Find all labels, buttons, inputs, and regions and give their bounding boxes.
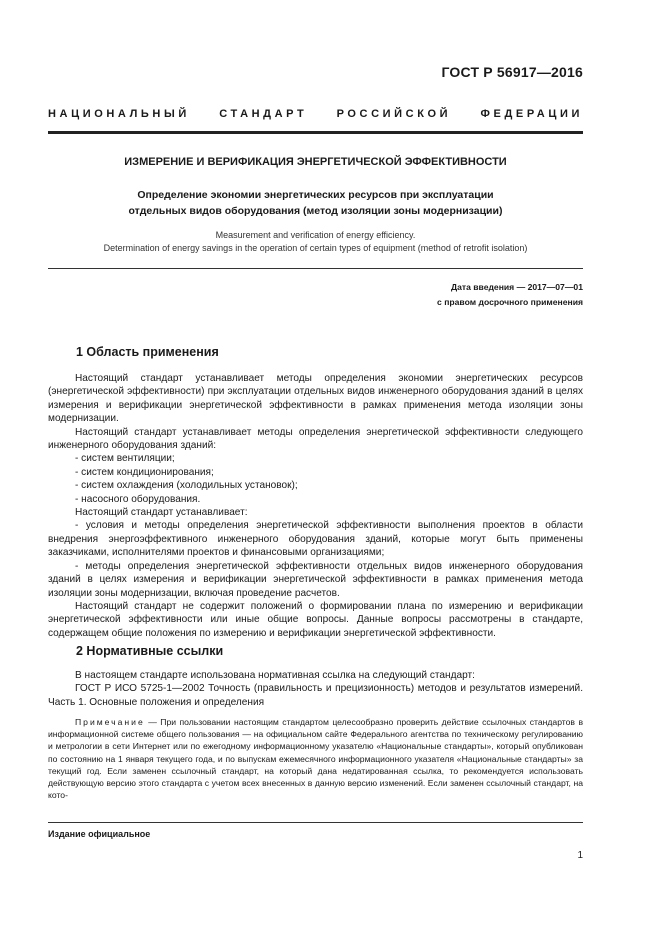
section-1-paragraph: Настоящий стандарт не содержит положений о формировании плана по измерению и верификации энергетической эффективности или иные общие вопросы. Данные вопросы рассмотрены в стандарте, содержащем общие положения по измерению и верификации энергетической эффективности. (48, 600, 583, 639)
list-item: - систем охлаждения (холодильных установок); (75, 480, 298, 492)
note-label: Примечание (75, 717, 145, 727)
introduction-date: Дата введения — 2017—07—01 (450, 282, 583, 292)
section-2-heading: 2 Нормативные ссылки (76, 644, 224, 658)
footer-rule (48, 822, 583, 823)
section-2-body (48, 669, 583, 709)
note-text: — При пользовании настоящим стандартом целесообразно проверить действие ссылочных стандартов в информационной системе общего пользования — на официальном сайте Федерального агентства по техническому регулированию и метрологии в сети Интернет или по ежегодному информационному указателю «Национальные стандарты», который опубликован по состоянию на 1 января текущего года, и по выпускам ежемесячного информационного указателя «Национальные стандарты» за текущий год. Если заменен ссылочный стандарт, на который дана недатированная ссылка, то рекомендуется использовать действующую версию этого стандарта с учетом всех внесенных в данную версию изменений. Если заменен ссылочный стандарт, на кото- (48, 717, 584, 801)
list-item: - систем вентиляции; (75, 453, 175, 465)
english-title-line-2: Determination of energy savings in the operation of certain types of equipment (method of retrofit isolation) (103, 243, 528, 253)
list-item: - условия и методы определения энергетической эффективности выполнения проектов в области внедрения энергоэффективного инженерного оборудования зданий, которые могут быть применены заказчиками, исполнителями проектов и финансовыми организациями; (48, 520, 583, 559)
national-standard-banner: НАЦИОНАЛЬНЫЙ СТАНДАРТ РОССИЙСКОЙ ФЕДЕРАЦИИ (48, 108, 583, 120)
list-item: - насосного оборудования. (75, 493, 201, 505)
section-1-paragraph: Настоящий стандарт устанавливает методы определения энергетической эффективности следующего инженерного оборудования зданий: (48, 426, 583, 452)
english-title (48, 229, 583, 255)
note-paragraph (48, 716, 583, 801)
document-code: ГОСТ Р 56917—2016 (441, 64, 583, 80)
title-rule (48, 268, 583, 269)
section-2-paragraph: В настоящем стандарте использована нормативная ссылка на следующий стандарт: (75, 670, 475, 681)
subtitle-line-2: отдельных видов оборудования (метод изоляции зоны модернизации) (128, 205, 503, 217)
reference-note (48, 716, 583, 801)
section-2-paragraph: ГОСТ Р ИСО 5725-1—2002 Точность (правильность и прецизионность) методов и результатов измерений. Часть 1. Основные положения и определения (48, 683, 583, 708)
page-number: 1 (577, 850, 583, 861)
english-title-line-1: Measurement and verification of energy efficiency. (215, 230, 416, 240)
subtitle-line-1: Определение экономии энергетических ресурсов при эксплуатации (137, 189, 494, 201)
document-subtitle (48, 187, 583, 219)
header-rule (48, 131, 583, 134)
early-application-note: с правом досрочного применения (437, 297, 583, 307)
document-title: ИЗМЕРЕНИЕ И ВЕРИФИКАЦИЯ ЭНЕРГЕТИЧЕСКОЙ ЭФФЕКТИВНОСТИ (124, 156, 507, 168)
section-1-paragraph: Настоящий стандарт устанавливает: (75, 507, 248, 519)
section-1-body (48, 372, 583, 640)
list-item: - методы определения энергетической эффективности отдельных видов инженерного оборудования зданий в целях измерения и верификации энергетической эффективности в рамках применения метода изоляции зоны модернизации, включая проведение расчетов. (48, 560, 583, 599)
introduction-date-block (437, 280, 583, 310)
edition-label: Издание официальное (48, 829, 151, 839)
section-1-paragraph: Настоящий стандарт устанавливает методы определения экономии энергетических ресурсов (энергетической эффективности) при эксплуатации отдельных видов инженерного оборудования зданий в целях измерения и верификации энергетической эффективности в рамках применения метода изоляции зоны модернизации. (48, 373, 583, 425)
list-item: - систем кондиционирования; (75, 466, 214, 478)
section-1-heading: 1 Область применения (76, 345, 219, 359)
